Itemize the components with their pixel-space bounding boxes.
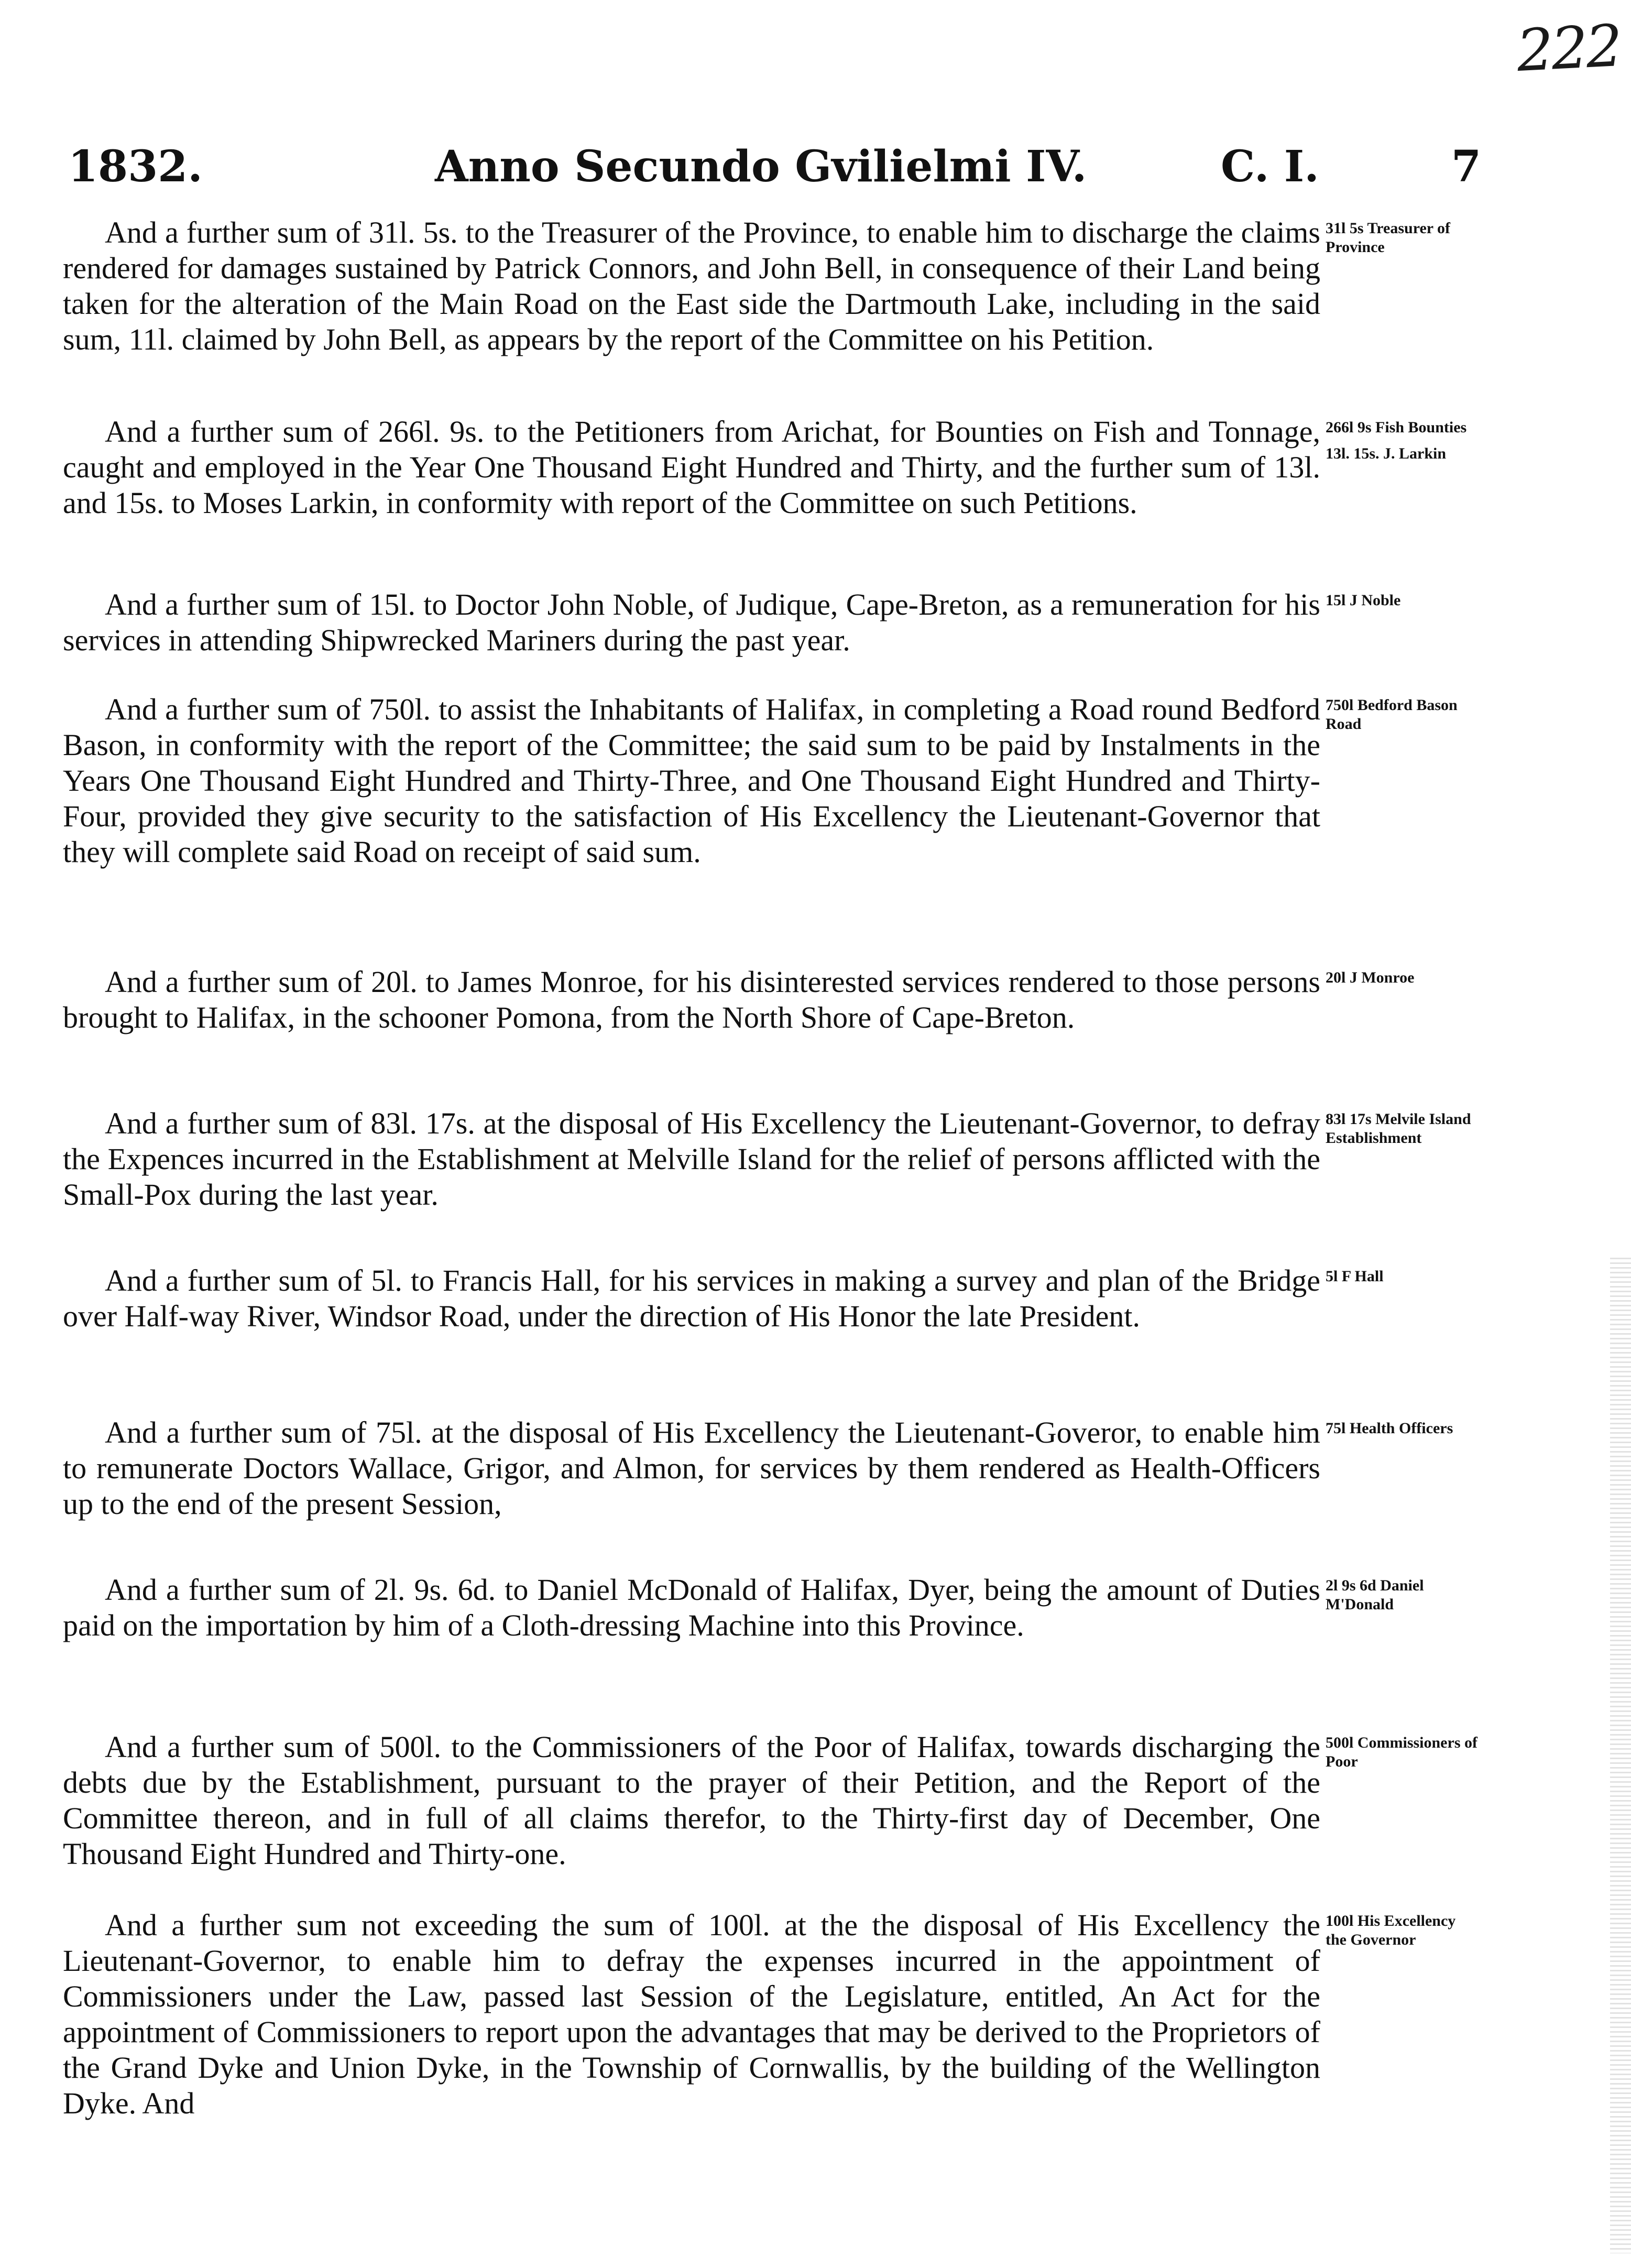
header-page-number: 7 bbox=[1451, 141, 1482, 192]
entries-list bbox=[63, 215, 1614, 2120]
entry bbox=[63, 215, 1614, 414]
entry-text: And a further sum of 750l. to assist the Inhabitants of Halifax, in completing a Road round Bedford Bason, in conformity with the report of the Committee; the said sum to be paid by Instalments in the Years One Thousand Eight Hundred and Thirty-Three, and One Thousand Eight Hundred and Thirty-Four, provided they give security to the satisfaction of His Excellency the Lieutenant-Governor that they will complete said Road on receipt of said sum. bbox=[63, 692, 1320, 869]
margin-note-line: 100l His Excellency the Governor bbox=[1326, 1912, 1456, 1948]
margin-note bbox=[1326, 418, 1477, 463]
margin-note-line: 500l Commissioners of Poor bbox=[1326, 1734, 1477, 1770]
margin-note-line: 31l 5s Treasurer of Province bbox=[1326, 220, 1451, 256]
margin-note-line: 75l Health Officers bbox=[1326, 1420, 1453, 1437]
margin-note-line: 2l 9s 6d Daniel M'Donald bbox=[1326, 1577, 1424, 1613]
entry-text: And a further sum of 5l. to Francis Hall, for his services in making a survey and plan of the Bridge over Half-way River, Windsor Road, under the direction of His Honor the late President. bbox=[63, 1263, 1320, 1333]
entry-text: And a further sum of 83l. 17s. at the disposal of His Excellency the Lieutenant-Governor, to defray the Expences incurred in the Establishment at Melville Island for the relief of persons afflicted with the Small-Pox during the last year. bbox=[63, 1106, 1320, 1212]
margin-note bbox=[1326, 696, 1477, 734]
margin-note bbox=[1326, 1912, 1477, 1949]
entry bbox=[63, 964, 1614, 1106]
entry bbox=[63, 692, 1614, 964]
margin-note bbox=[1326, 1419, 1477, 1438]
header-chapter: C. I. bbox=[1221, 141, 1319, 192]
entry bbox=[63, 1106, 1614, 1263]
entry-text: And a further sum of 31l. 5s. to the Treasurer of the Province, to enable him to discharge the claims rendered for damages sustained by Patrick Connors, and John Bell, in consequence of their Land being taken for the alteration of the Main Road on the East side the Dartmouth Lake, including in the said sum, 11l. claimed by John Bell, as appears by the report of the Committee on his Petition. bbox=[63, 215, 1320, 356]
entry-text: And a further sum not exceeding the sum of 100l. at the the disposal of His Excellency the Lieutenant-Governor, to enable him to defray the expenses incurred in the appointment of Commissioners under the Law, passed last Session of the Legislature, entitled, An Act for the appointment of Commissioners to report upon the advantages that may be derived to the Proprietors of the Grand Dyke and Union Dyke, in the Township of Cornwallis, by the building of the Wellington Dyke. And bbox=[63, 1908, 1320, 2120]
entry bbox=[63, 1572, 1614, 1729]
margin-note bbox=[1326, 219, 1477, 257]
margin-note-line: 20l J Monroe bbox=[1326, 969, 1415, 986]
entry-text: And a further sum of 15l. to Doctor John Noble, of Judique, Cape-Breton, as a remuneration for his services in attending Shipwrecked Mariners during the past year. bbox=[63, 587, 1320, 657]
margin-note-line: 13l. 15s. J. Larkin bbox=[1326, 445, 1447, 462]
entry bbox=[63, 1907, 1614, 2120]
entry-text: And a further sum of 20l. to James Monroe, for his disinterested services rendered to those persons brought to Halifax, in the schooner Pomona, from the North Shore of Cape-Breton. bbox=[63, 965, 1320, 1034]
margin-note-line: 83l 17s Melvile Island Establishment bbox=[1326, 1110, 1471, 1147]
entry-text: And a further sum of 500l. to the Commissioners of the Poor of Halifax, towards discharging the debts due by the Establishment, pursuant to the prayer of their Petition, and the Report of the Committee thereon, and in full of all claims therefor, to the Thirty-first day of December, One Thousand Eight Hundred and Thirty-one. bbox=[63, 1730, 1320, 1871]
margin-note-line: 750l Bedford Bason Road bbox=[1326, 696, 1458, 733]
header-title: Anno Secundo Gvilielmi IV. bbox=[435, 141, 1087, 192]
entry bbox=[63, 1729, 1614, 1907]
margin-note bbox=[1326, 1576, 1477, 1614]
header-year: 1832. bbox=[68, 141, 203, 192]
entry-text: And a further sum of 266l. 9s. to the Petitioners from Arichat, for Bounties on Fish and Tonnage, caught and employed in the Year One Thousand Eight Hundred and Thirty, and the further sum of 13l. and 15s. to Moses Larkin, in conformity with report of the Committee on such Petitions. bbox=[63, 415, 1320, 520]
margin-note bbox=[1326, 968, 1477, 987]
margin-note bbox=[1326, 1110, 1477, 1148]
margin-note bbox=[1326, 1267, 1477, 1286]
margin-note-line: 5l F Hall bbox=[1326, 1268, 1384, 1285]
folio-number: 222 bbox=[1515, 12, 1623, 85]
page-header bbox=[68, 141, 1483, 210]
entry-text: And a further sum of 75l. at the disposal of His Excellency the Lieutenant-Goveror, to enable him to remunerate Doctors Wallace, Grigor, and Almon, for services by them rendered as Health-Officers up to the end of the present Session, bbox=[63, 1415, 1320, 1521]
entry-text: And a further sum of 2l. 9s. 6d. to Daniel McDonald of Halifax, Dyer, being the amount of Duties paid on the importation by him of a Cloth-dressing Machine into this Province. bbox=[63, 1573, 1320, 1642]
margin-note-line: 15l J Noble bbox=[1326, 592, 1401, 609]
entry bbox=[63, 1415, 1614, 1572]
margin-note-line: 266l 9s Fish Bounties bbox=[1326, 419, 1467, 436]
entry bbox=[63, 1263, 1614, 1415]
binding-edge bbox=[1610, 1258, 1631, 2253]
entry bbox=[63, 414, 1614, 587]
margin-note bbox=[1326, 1733, 1477, 1771]
entry bbox=[63, 587, 1614, 692]
margin-note bbox=[1326, 591, 1477, 610]
